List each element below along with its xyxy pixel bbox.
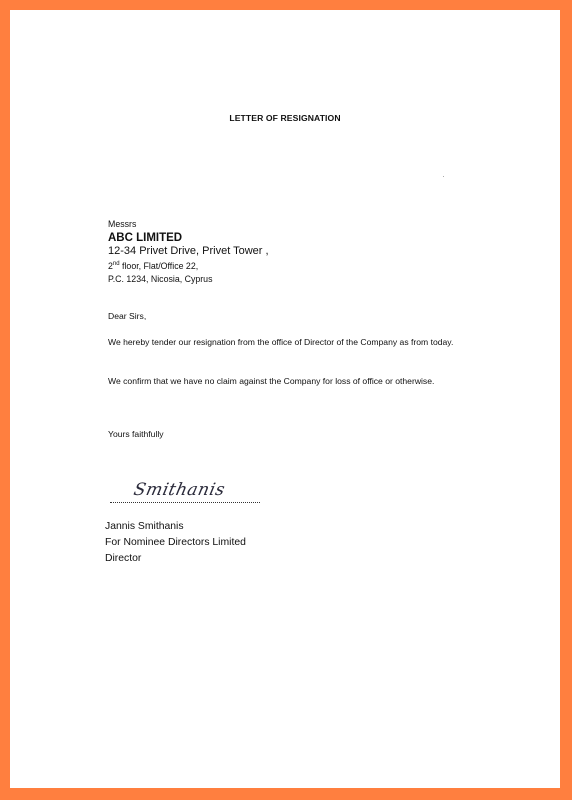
- floor-ordinal: nd: [112, 261, 120, 267]
- letter-title: LETTER OF RESIGNATION: [229, 113, 341, 123]
- addressee-line1: 12-34 Privet Drive, Privet Tower ,: [108, 245, 269, 257]
- resignation-paragraph: We hereby tender our resignation from the office of Director of the Company as from today.: [108, 337, 454, 347]
- addressee-block: [108, 218, 269, 286]
- letter-page: [10, 10, 560, 788]
- signature: [108, 478, 260, 508]
- scan-speck: [443, 176, 444, 177]
- addressee-line2: 2nd floor, Flat/Office 22,: [108, 260, 199, 271]
- signature-dotted-line: [110, 502, 260, 503]
- signature-handwriting: Smithanis: [131, 480, 227, 500]
- signatory-position: Director: [105, 553, 142, 564]
- no-claim-paragraph: We confirm that we have no claim against the Company for loss of office or otherwise.: [108, 376, 435, 386]
- signatory-organization: For Nominee Directors Limited: [105, 537, 246, 548]
- signatory-block: [105, 519, 246, 567]
- addressee-greeting-label: Messrs: [108, 219, 137, 229]
- addressee-company: ABC LIMITED: [108, 232, 183, 244]
- salutation: Dear Sirs,: [108, 311, 147, 321]
- addressee-line2-text: floor, Flat/Office 22,: [119, 260, 199, 271]
- signatory-name: Jannis Smithanis: [105, 521, 184, 532]
- addressee-line3: P.C. 1234, Nicosia, Cyprus: [108, 273, 213, 284]
- closing: Yours faithfully: [108, 429, 164, 439]
